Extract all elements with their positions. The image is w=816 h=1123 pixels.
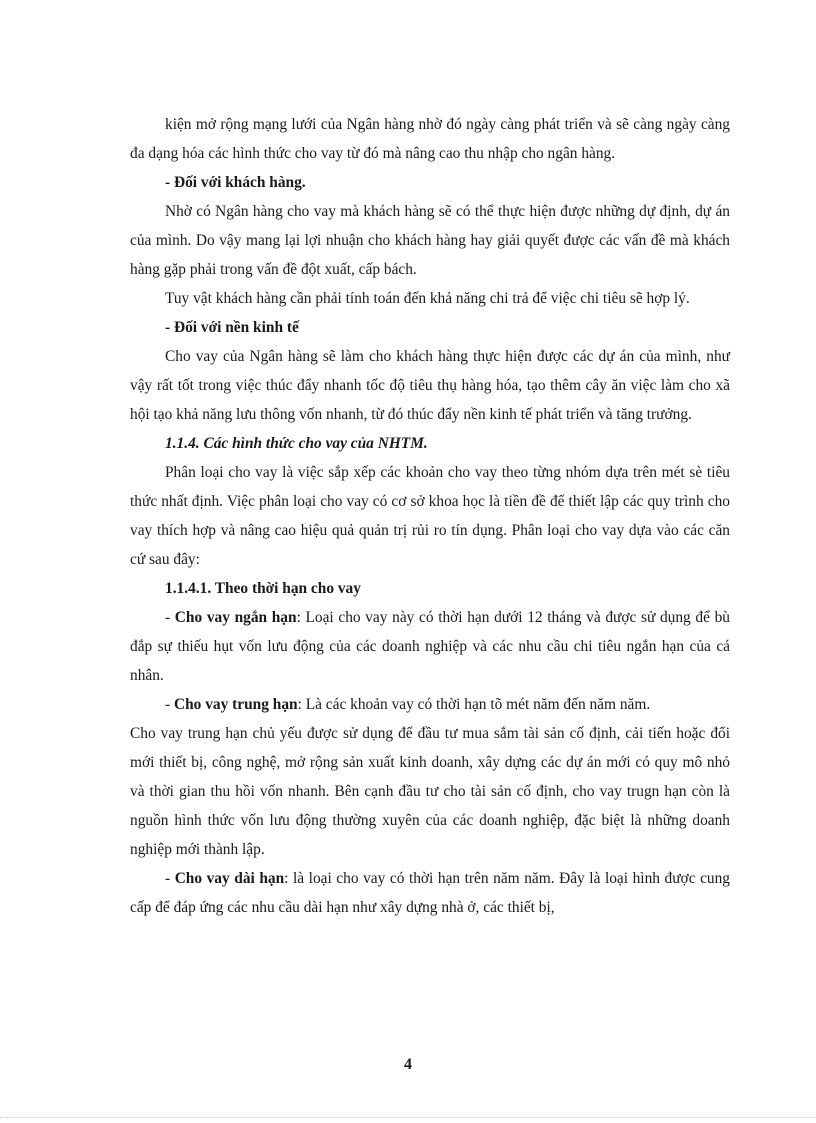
section-heading-text: 1.1.4. Các hình thức cho vay của NHTM. <box>165 435 428 452</box>
paragraph-classification <box>130 458 730 574</box>
paragraph-long-term <box>130 864 730 922</box>
page-body <box>130 110 730 922</box>
paragraph-text: Tuy vật khách hàng cần phải tính toán đến khả năng chi trả để việc chi tiêu sẽ hợp lý. <box>165 290 690 307</box>
paragraph-text: Cho vay trung hạn chủ yếu được sử dụng để đầu tư mua sắm tài sản cố định, cải tiến hoặc đổi mới thiết bị, công nghệ, mở rộng sản xuất kinh doanh, xây dựng các dự án mới có quy mô nhỏ và thời gian thu hồi vốn nhanh. Bên cạnh đầu tư cho tài sản cố định, cho vay trugn hạn còn là nguồn hình thức vốn lưu động thường xuyên của các doanh nghiệp, đặc biệt là những doanh nghiệp mới thành lập. <box>130 725 730 858</box>
term-long-term: Cho vay dài hạn <box>174 870 285 887</box>
paragraph-text: Nhờ có Ngân hàng cho vay mà khách hàng sẽ có thể thực hiện được những dự định, dự án của mình. Do vậy mang lại lợi nhuận cho khách hàng hay giải quyết được các vấn đề mà khách hàng gặp phải trong vấn đề đột xuất, cấp bách. <box>130 203 730 278</box>
paragraph-medium-term-detail <box>130 719 730 864</box>
paragraph-text: : Là các khoản vay có thời hạn tõ mét năm đến năm năm. <box>297 696 651 713</box>
paragraph-customers-benefit <box>130 197 730 284</box>
list-dash: - <box>165 609 175 626</box>
paragraph-text: Phân loại cho vay là việc sắp xếp các khoản cho vay theo từng nhóm dựa trên mét sè tiêu thức nhất định. Việc phân loại cho vay có cơ sở khoa học là tiền đề để thiết lập các quy trình cho vay thích hợp và nâng cao hiệu quả quản trị rủi ro tín dụng. Phân loại cho vay dựa vào các căn cứ sau đây: <box>130 464 730 568</box>
paragraph-medium-term <box>130 690 730 719</box>
paragraph-text: : là loại cho vay có thời hạn trên năm năm. Đây là loại hình được cung cấp để đáp ứng các nhu cầu dài hạn như xây dựng nhà ở, các thiết bị, <box>130 870 730 916</box>
heading-economy <box>130 313 730 342</box>
subsection-heading-1-1-4-1 <box>130 574 730 603</box>
paragraph-short-term <box>130 603 730 690</box>
heading-customers <box>130 168 730 197</box>
term-short-term: Cho vay ngắn hạn <box>174 609 297 626</box>
paragraph-economy <box>130 342 730 429</box>
paragraph-text: : Loại cho vay này có thời hạn dưới 12 tháng và được sử dụng để bù đắp sự thiếu hụt vốn lưu động của các doanh nghiệp và các nhu cầu chi tiêu ngắn hạn của cá nhân. <box>130 609 730 684</box>
page-bottom-divider <box>0 1117 816 1118</box>
term-medium-term: Cho vay trung hạn <box>173 696 298 713</box>
paragraph-text: Cho vay của Ngân hàng sẽ làm cho khách hàng thực hiện được các dự án của mình, như vậy rất tốt trong việc thúc đẩy nhanh tốc độ tiêu thụ hàng hóa, tạo thêm cây ăn việc làm cho xã hội tạo khả năng lưu thông vốn nhanh, từ đó thúc đẩy nền kinh tế phát triển và tăng trưởng. <box>130 348 730 423</box>
paragraph-customers-caution <box>130 284 730 313</box>
list-dash: - <box>165 696 174 713</box>
page-number: 4 <box>404 1056 412 1073</box>
paragraph-continuation <box>130 110 730 168</box>
subsection-heading-text: 1.1.4.1. Theo thời hạn cho vay <box>165 580 361 597</box>
section-heading-1-1-4 <box>130 429 730 458</box>
paragraph-text: kiện mở rộng mạng lưới của Ngân hàng nhờ đó ngày càng phát triển và sẽ càng ngày càng đa dạng hóa các hình thức cho vay từ đó mà nâng cao thu nhập cho ngân hàng. <box>130 116 730 162</box>
list-dash: - <box>165 870 175 887</box>
heading-text: - Đối với khách hàng. <box>165 174 306 191</box>
heading-text: - Đối với nền kinh tế <box>165 319 299 336</box>
